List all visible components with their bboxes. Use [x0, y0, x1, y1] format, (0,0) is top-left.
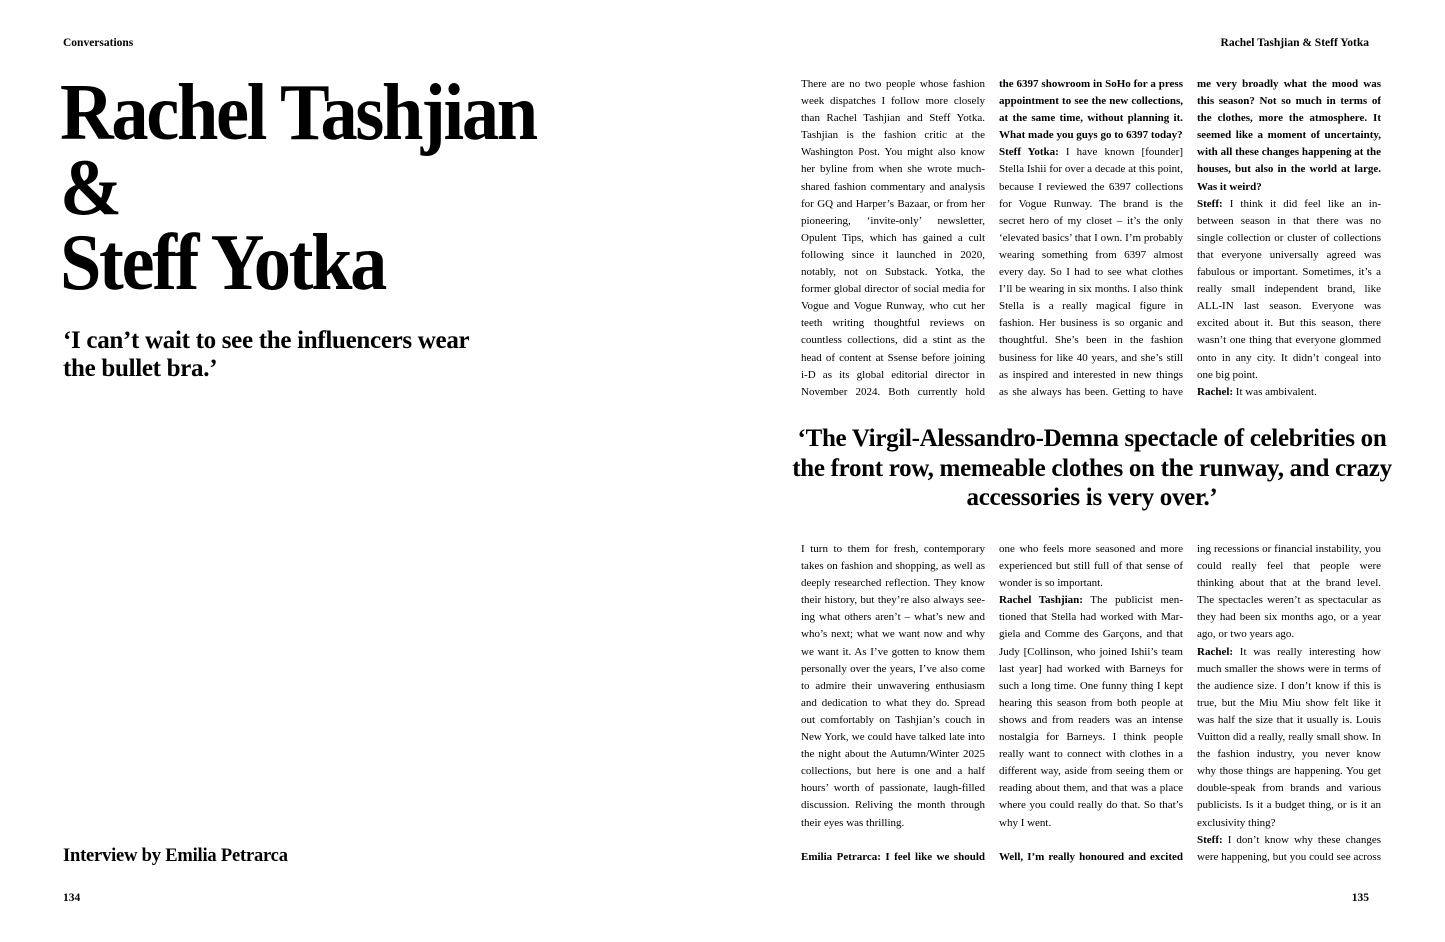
question-paragraph: me very broadly what the mood was this season? Not so much in terms of the clothes, more the atmosphere. It seemed like a moment of uncertainty, with all these changes happening at the houses, but also in the world at large. Was it weird?: [1197, 78, 1381, 193]
title-line-1: Rachel Tashjian: [60, 69, 536, 157]
answer-paragraph: Steff: I don’t know why these changes were happening, but you could see across: [1197, 833, 1381, 863]
body-column-bottom-2: [999, 541, 1183, 868]
page-number-left: 134: [63, 892, 81, 904]
answer-paragraph: Rachel: It was ambivalent.: [1197, 385, 1317, 398]
article-title: [60, 69, 536, 307]
answer-paragraph: Steff: I think it did feel like an in-between season in that there was no single collection or cluster of collections that everyone universally agreed was fabulous or important. Sometimes, it’s a really small independent brand, like ALL-IN last season. Everyone was excited about it. But this season, there wasn’t one thing that everyone glommed onto in any city. It didn’t congeal into one big point.: [1197, 197, 1381, 381]
title-line-2: &: [60, 144, 120, 232]
byline: Interview by Emilia Petrarca: [63, 846, 288, 866]
running-head: Rachel Tashjian & Steff Yotka: [1220, 37, 1369, 49]
body-column-top-2: [999, 76, 1183, 401]
body-column-bottom-3: [1197, 541, 1381, 868]
question-paragraph: the 6397 showroom in SoHo for a press appointment to see the new collections, at the same time, without planning it. What made you guys go to 6397 today?: [999, 78, 1183, 142]
question-paragraph: Emilia Petrarca: I feel like we should: [801, 850, 985, 863]
body-column-top-1: [801, 76, 985, 401]
pull-quote: ‘The Virgil-Alessandro-Demna spectacle of celebrities on the front row, memeable clothes on the runway, and crazy accessories is very over.’: [792, 425, 1392, 511]
intro-paragraph: There are no two people whose fashion week dispatches I follow more closely than Rachel Tashjian and Steff Yotka. Tashjian is the fashion critic at the Washington Post. You might also know her byline from when she wrote much-shared fashion commentary and analysis for GQ and Harper’s Bazaar, or from her pioneering, ‘invite-only’ newsletter, Opulent Tips, which has gained a cult following since it launched in 2020, notably, not on Substack. Yotka, the former global director of social media for Vogue and Vogue Runway, who cut her teeth writing thoughtful reviews on countless collections, did a stint as the head of content at Ssense before joining i-D as its global editorial director in November 2024. Both currently hold: [801, 78, 985, 398]
body-column-bottom-1: [801, 541, 985, 868]
answer-paragraph: Steff Yotka: I have known [founder] Stella Ishii for over a decade at this point, because I reviewed the 6397 collections for Vogue Runway. The brand is the secret hero of my closet – it’s the only ‘elevated basics’ that I own. I’m probably wearing something from 6397 almost every day. So I had to see what clothes I’ll be wearing in six months. I also think Stella is a really magical figure in fashion. Her business is so organic and thoughtful. She’s been in the fashion business for like 40 years, and she’s still as inspired and interested in new things as she always has been. Getting to have: [999, 146, 1183, 398]
page-number-right: 135: [1351, 892, 1369, 904]
section-label: Conversations: [63, 37, 134, 49]
answer-paragraph: Rachel: It was really interesting how much smaller the shows were in terms of the audience size. I don’t know if this is true, but the Miu Miu show felt like it was half the size that it usually is. Louis Vuitton did a really, really small show. In the fashion industry, you never know why those things are happening. You get double-speak from brands and various publicists. Is it a budget thing, or is it an exclusivity thing?: [1197, 645, 1381, 829]
answer-paragraph: one who feels more seasoned and more experienced but still full of that sense of wonder is so important.: [999, 543, 1183, 590]
standfirst-quote: ‘I can’t wait to see the influencers wear the bullet bra.’: [63, 327, 469, 382]
answer-paragraph: Rachel Tashjian: The publicist mentioned that Stella had worked with Margiela and Comme des Garçons, and that Judy [Collinson, who joined Ishii’s team last year] had worked with Barneys for such a long time. One funny thing I kept hearing this season from both people at shows and from readers was an intense nostalgia for Barneys. I think people really want to connect with clothes in a different way, aside from seeing them or reading about them, and that was a place where you could really do that. So that’s why I went.: [999, 594, 1183, 829]
title-line-3: Steff Yotka: [60, 219, 386, 307]
body-column-top-3: [1197, 76, 1381, 401]
question-paragraph: Well, I’m really honoured and excited: [999, 850, 1183, 863]
answer-paragraph: ing recessions or financial instability, you could really feel that people were thinking about that at the brand level. The spectacles weren’t as spectacular as they had been six months ago, or a year ago, or two years ago.: [1197, 543, 1381, 641]
intro-paragraph: I turn to them for fresh, contemporary takes on fashion and shopping, as well as deeply researched reflection. They know their history, but they’re also always seeing what others aren’t – what’s new and who’s next; what we want now and why we want it. As I’ve gotten to know them personally over the years, I’ve also come to admire their unwavering enthusiasm and dedication to what they do. Spread out comfortably on Tashjian’s couch in New York, we could have talked late into the night about the Autumn/Winter 2025 collections, but here is one and a half hours’ worth of passionate, laugh-filled discussion. Reliving the month through their eyes was thrilling.: [801, 543, 985, 829]
